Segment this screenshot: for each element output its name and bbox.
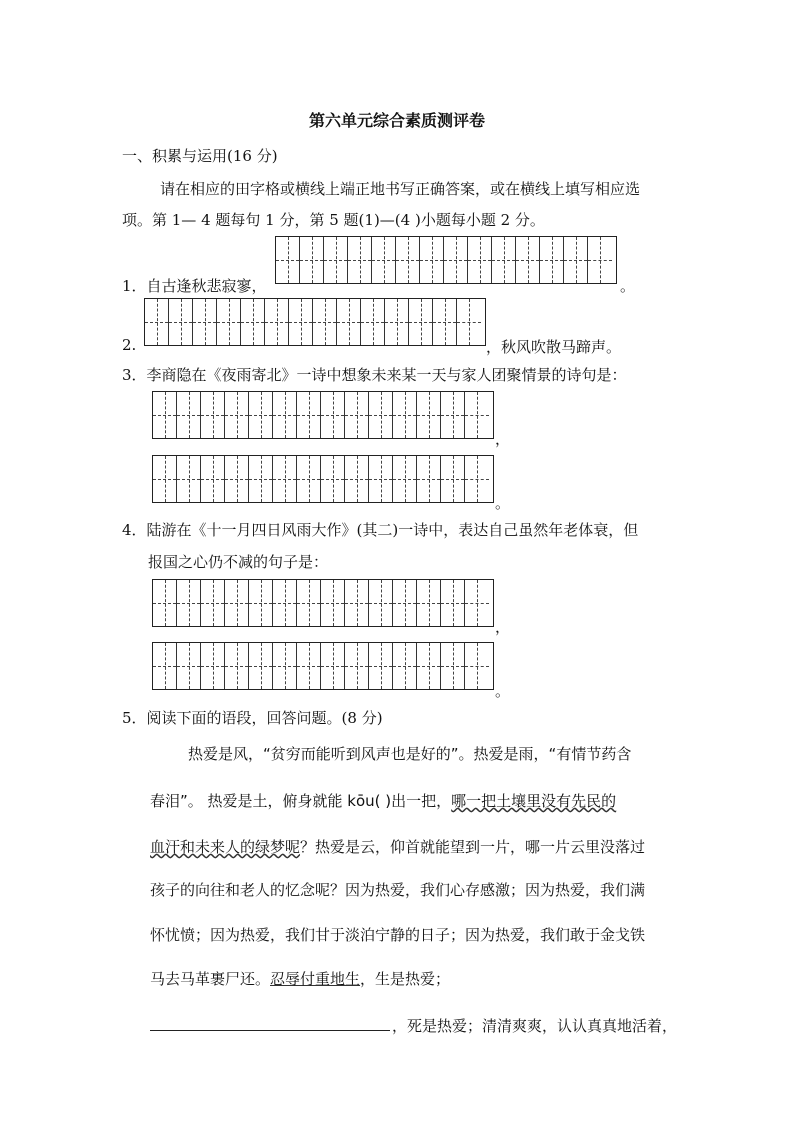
passage-line-2-start: 春泪”。 热爱是土，俯身就能 kōu( )出一把， [150, 792, 452, 810]
passage-line-6 [150, 968, 450, 989]
q4-period: 。 [495, 682, 511, 700]
passage-line-3 [150, 836, 645, 857]
page-title: 第六单元综合素质测评卷 [308, 111, 485, 130]
passage-line-2 [150, 790, 616, 811]
q1-period: 。 [620, 277, 636, 295]
section-heading: 一、积累与运用(16 分) [122, 147, 278, 165]
passage-line-5: 怀忧愤；因为热爱，我们甘于淡泊宁静的日子；因为热爱，我们敢于金戈铁 [150, 926, 646, 944]
passage-line-7: ，死是热爱；清清爽爽，认认真真地活着， [392, 1017, 678, 1035]
wavy-underlined-phrase-1: 哪一把土壤里没有先民的 [451, 792, 617, 810]
wavy-underlined-phrase-2: 血汗和未来人的绿梦呢 [150, 838, 301, 856]
q2-answer-grid[interactable] [144, 298, 486, 346]
q4-comma: ， [495, 618, 511, 636]
passage-line-6-end: ，生是热爱； [360, 970, 451, 988]
passage-line-4: 孩子的向往和老人的忆念呢？因为热爱，我们心存感激；因为热爱，我们满 [150, 881, 646, 899]
q3-prompt: 3．李商隐在《夜雨寄北》一诗中想象未来某一天与家人团聚情景的诗句是： [122, 366, 627, 384]
q3-comma: ， [495, 430, 511, 448]
q4-prompt-line-1: 4．陆游在《十一月四日风雨大作》(其二)一诗中，表达自己虽然年老体衰，但 [122, 521, 639, 539]
q4-prompt-line-2: 报国之心仍不减的句子是： [148, 553, 329, 571]
fill-in-blank-line[interactable] [150, 1030, 390, 1031]
q1-prompt: 1．自古逢秋悲寂寥， [122, 277, 267, 295]
q4-answer-grid-2[interactable] [152, 642, 494, 690]
q3-answer-grid-1[interactable] [152, 391, 494, 439]
q2-suffix: ，秋风吹散马蹄声。 [486, 338, 622, 356]
underlined-phrase: 忍辱付重地生 [270, 970, 361, 988]
q4-answer-grid-1[interactable] [152, 579, 494, 627]
q2-number: 2. [122, 336, 137, 354]
instructions-line-2: 项。第 1— 4 题每句 1 分，第 5 题(1)—(4 )小题每小题 2 分。 [122, 211, 545, 229]
q5-prompt: 5．阅读下面的语段，回答问题。(8 分) [122, 709, 383, 727]
q1-answer-grid[interactable] [275, 236, 617, 284]
instructions-line-1: 请在相应的田字格或横线上端正地书写正确答案，或在横线上填写相应选 [160, 180, 641, 198]
passage-line-3-rest: ？热爱是云，仰首就能望到一片，哪一片云里没落过 [300, 838, 646, 856]
passage-line-6-start: 马去马革裹尸还。 [150, 970, 271, 988]
passage-line-1: 热爱是风，“贫穷而能听到风声也是好的”。热爱是雨，“有情节药含 [188, 745, 632, 763]
q3-answer-grid-2[interactable] [152, 455, 494, 503]
q3-period: 。 [495, 494, 511, 512]
